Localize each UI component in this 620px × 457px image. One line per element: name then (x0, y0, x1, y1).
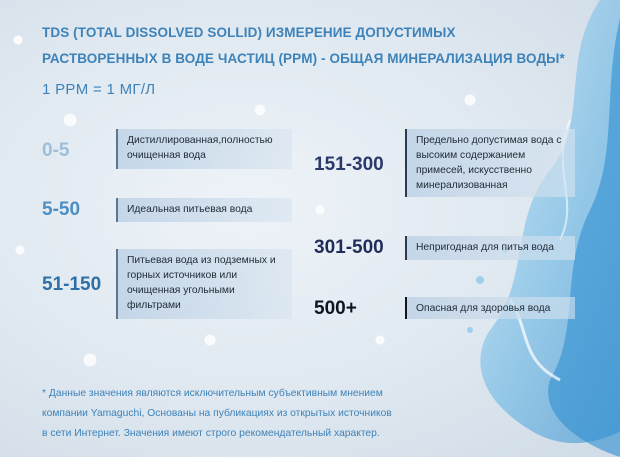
footnote (42, 384, 482, 444)
description-301-500 (405, 236, 575, 260)
footnote-line-2: компании Yamaguchi, Основаны на публикациях из открытых источников (42, 408, 392, 419)
footnote-line-3: в сети Интернет. Значения имеют строго рекомендательный характер. (42, 428, 380, 439)
range-151-300: 151-300 (314, 154, 384, 175)
range-0-5: 0-5 (42, 140, 70, 161)
ppm-conversion-note: 1 PPM = 1 МГ/Л (42, 81, 156, 98)
description-line: Идеальная питьевая вода (127, 204, 253, 215)
description-line: горных источников или (127, 270, 238, 281)
range-500-plus: 500+ (314, 298, 357, 319)
title-line-1: TDS (TOTAL DISSOLVED SOLLID) ИЗМЕРЕНИЕ ДОПУСТИМЫХ (42, 25, 456, 40)
footnote-line-1: * Данные значения являются исключительным субъективным мнением (42, 388, 383, 399)
description-51-150 (116, 249, 292, 319)
description-line: высоким содержанием (416, 150, 526, 161)
description-5-50 (116, 198, 292, 222)
description-line: Предельно допустимая вода с (416, 135, 562, 146)
page-title (42, 20, 602, 72)
description-line: Непригодная для питья вода (416, 242, 554, 253)
title-line-2: РАСТВОРЕННЫХ В ВОДЕ ЧАСТИЦ (PPM) - ОБЩАЯ МИНЕРАЛИЗАЦИЯ ВОДЫ* (42, 51, 565, 66)
description-line: примесей, искусственно (416, 165, 532, 176)
description-0-5 (116, 129, 292, 169)
description-151-300 (405, 129, 575, 197)
description-line: фильтрами (127, 300, 181, 311)
description-500-plus (405, 297, 575, 319)
description-line: Опасная для здоровья вода (416, 303, 551, 314)
range-5-50: 5-50 (42, 199, 81, 220)
description-line: минерализованная (416, 180, 508, 191)
description-line: очищенная угольными (127, 285, 235, 296)
description-line: очищенная вода (127, 150, 206, 161)
description-line: Питьевая вода из подземных и (127, 255, 276, 266)
range-51-150: 51-150 (42, 274, 102, 295)
description-line: Дистиллированная,полностью (127, 135, 273, 146)
range-301-500: 301-500 (314, 237, 384, 258)
